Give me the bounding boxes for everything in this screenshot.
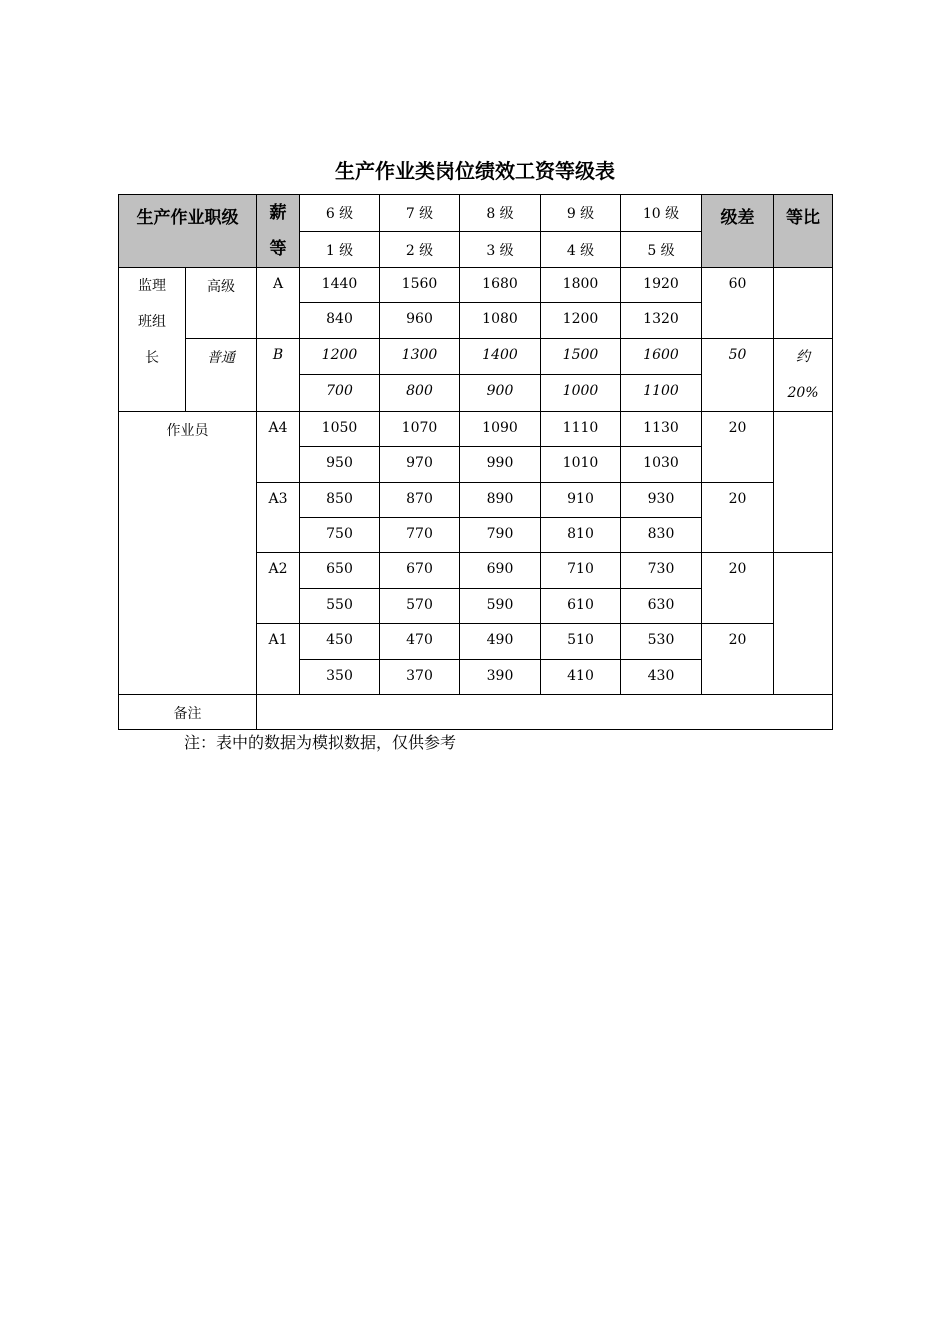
table-cell: 830	[621, 517, 702, 552]
table-cell: 370	[380, 659, 460, 694]
senior-label: 高级	[186, 268, 257, 339]
table-cell: 1200	[541, 303, 621, 338]
table-cell: 1200	[300, 338, 380, 375]
table-cell: 700	[300, 375, 380, 412]
salary-grade-table	[118, 194, 833, 730]
header-level: 3 级	[460, 231, 541, 268]
table-cell: 1920	[621, 268, 702, 303]
table-cell: 670	[380, 553, 460, 588]
header-level: 5 级	[621, 231, 702, 268]
table-cell: 1300	[380, 338, 460, 375]
table-cell: 510	[541, 624, 621, 659]
table-cell: 1000	[541, 375, 621, 412]
worker-grade: A3	[257, 482, 300, 553]
table-cell: 800	[380, 375, 460, 412]
header-salary-grade-line: 等	[269, 239, 287, 259]
worker-ratio	[774, 411, 833, 553]
table-cell: 1440	[300, 268, 380, 303]
worker-diff: 20	[702, 624, 774, 695]
table-cell: 450	[300, 624, 380, 659]
normal-grade: B	[257, 338, 300, 411]
table-cell: 750	[300, 517, 380, 552]
table-cell: 960	[380, 303, 460, 338]
table-cell: 590	[460, 588, 541, 623]
table-cell: 630	[621, 588, 702, 623]
table-cell: 1110	[541, 411, 621, 446]
worker-grade: A4	[257, 411, 300, 482]
footnote: 注：表中的数据为模拟数据，仅供参考	[184, 733, 457, 752]
table-cell: 1680	[460, 268, 541, 303]
remarks-value	[257, 694, 833, 729]
header-level: 7 级	[380, 195, 460, 232]
table-cell: 910	[541, 482, 621, 517]
header-diff: 级差	[702, 195, 774, 268]
normal-ratio-line: 约	[796, 348, 810, 365]
header-level: 1 级	[300, 231, 380, 268]
table-cell: 1800	[541, 268, 621, 303]
table-cell: 650	[300, 553, 380, 588]
table-cell: 570	[380, 588, 460, 623]
header-level: 4 级	[541, 231, 621, 268]
worker-ratio	[774, 553, 833, 695]
table-cell: 470	[380, 624, 460, 659]
table-cell: 1500	[541, 338, 621, 375]
supervisor-label-line: 长	[145, 350, 159, 366]
senior-ratio	[774, 268, 833, 339]
table-cell: 840	[300, 303, 380, 338]
header-ratio: 等比	[774, 195, 833, 268]
table-cell: 1080	[460, 303, 541, 338]
table-cell: 770	[380, 517, 460, 552]
worker-grade: A1	[257, 624, 300, 695]
header-salary-grade-line: 薪	[269, 203, 287, 223]
table-cell: 1010	[541, 447, 621, 482]
table-cell: 1070	[380, 411, 460, 446]
table-cell: 710	[541, 553, 621, 588]
header-level: 9 级	[541, 195, 621, 232]
table-cell: 1050	[300, 411, 380, 446]
table-cell: 730	[621, 553, 702, 588]
table-cell: 390	[460, 659, 541, 694]
senior-grade: A	[257, 268, 300, 339]
worker-diff: 20	[702, 553, 774, 624]
table-cell: 890	[460, 482, 541, 517]
normal-label: 普通	[186, 338, 257, 411]
table-cell: 490	[460, 624, 541, 659]
table-cell: 870	[380, 482, 460, 517]
table-cell: 1090	[460, 411, 541, 446]
senior-diff: 60	[702, 268, 774, 339]
table-cell: 1400	[460, 338, 541, 375]
supervisor-label	[119, 268, 186, 412]
table-cell: 900	[460, 375, 541, 412]
remarks-label: 备注	[119, 694, 257, 729]
header-level: 10 级	[621, 195, 702, 232]
worker-diff: 20	[702, 411, 774, 482]
table-cell: 530	[621, 624, 702, 659]
normal-diff: 50	[702, 338, 774, 411]
table-cell: 930	[621, 482, 702, 517]
normal-ratio-line: 20%	[787, 384, 819, 401]
header-salary-grade	[257, 195, 300, 268]
table-cell: 950	[300, 447, 380, 482]
table-cell: 810	[541, 517, 621, 552]
header-level: 6 级	[300, 195, 380, 232]
supervisor-label-line: 监理	[138, 278, 166, 294]
page-title: 生产作业类岗位绩效工资等级表	[335, 159, 615, 183]
header-level: 8 级	[460, 195, 541, 232]
worker-diff: 20	[702, 482, 774, 553]
table-cell: 610	[541, 588, 621, 623]
table-cell: 430	[621, 659, 702, 694]
table-cell: 350	[300, 659, 380, 694]
worker-label: 作业员	[119, 411, 257, 694]
table-cell: 690	[460, 553, 541, 588]
table-cell: 790	[460, 517, 541, 552]
table-cell: 1600	[621, 338, 702, 375]
table-cell: 970	[380, 447, 460, 482]
table-cell: 1560	[380, 268, 460, 303]
table-cell: 850	[300, 482, 380, 517]
table-cell: 1030	[621, 447, 702, 482]
worker-grade: A2	[257, 553, 300, 624]
supervisor-label-line: 班组	[138, 314, 166, 330]
table-cell: 1100	[621, 375, 702, 412]
table-cell: 1320	[621, 303, 702, 338]
table-cell: 990	[460, 447, 541, 482]
header-category: 生产作业职级	[119, 195, 257, 268]
table-cell: 550	[300, 588, 380, 623]
table-cell: 1130	[621, 411, 702, 446]
header-level: 2 级	[380, 231, 460, 268]
table-cell: 410	[541, 659, 621, 694]
normal-ratio	[774, 338, 833, 411]
